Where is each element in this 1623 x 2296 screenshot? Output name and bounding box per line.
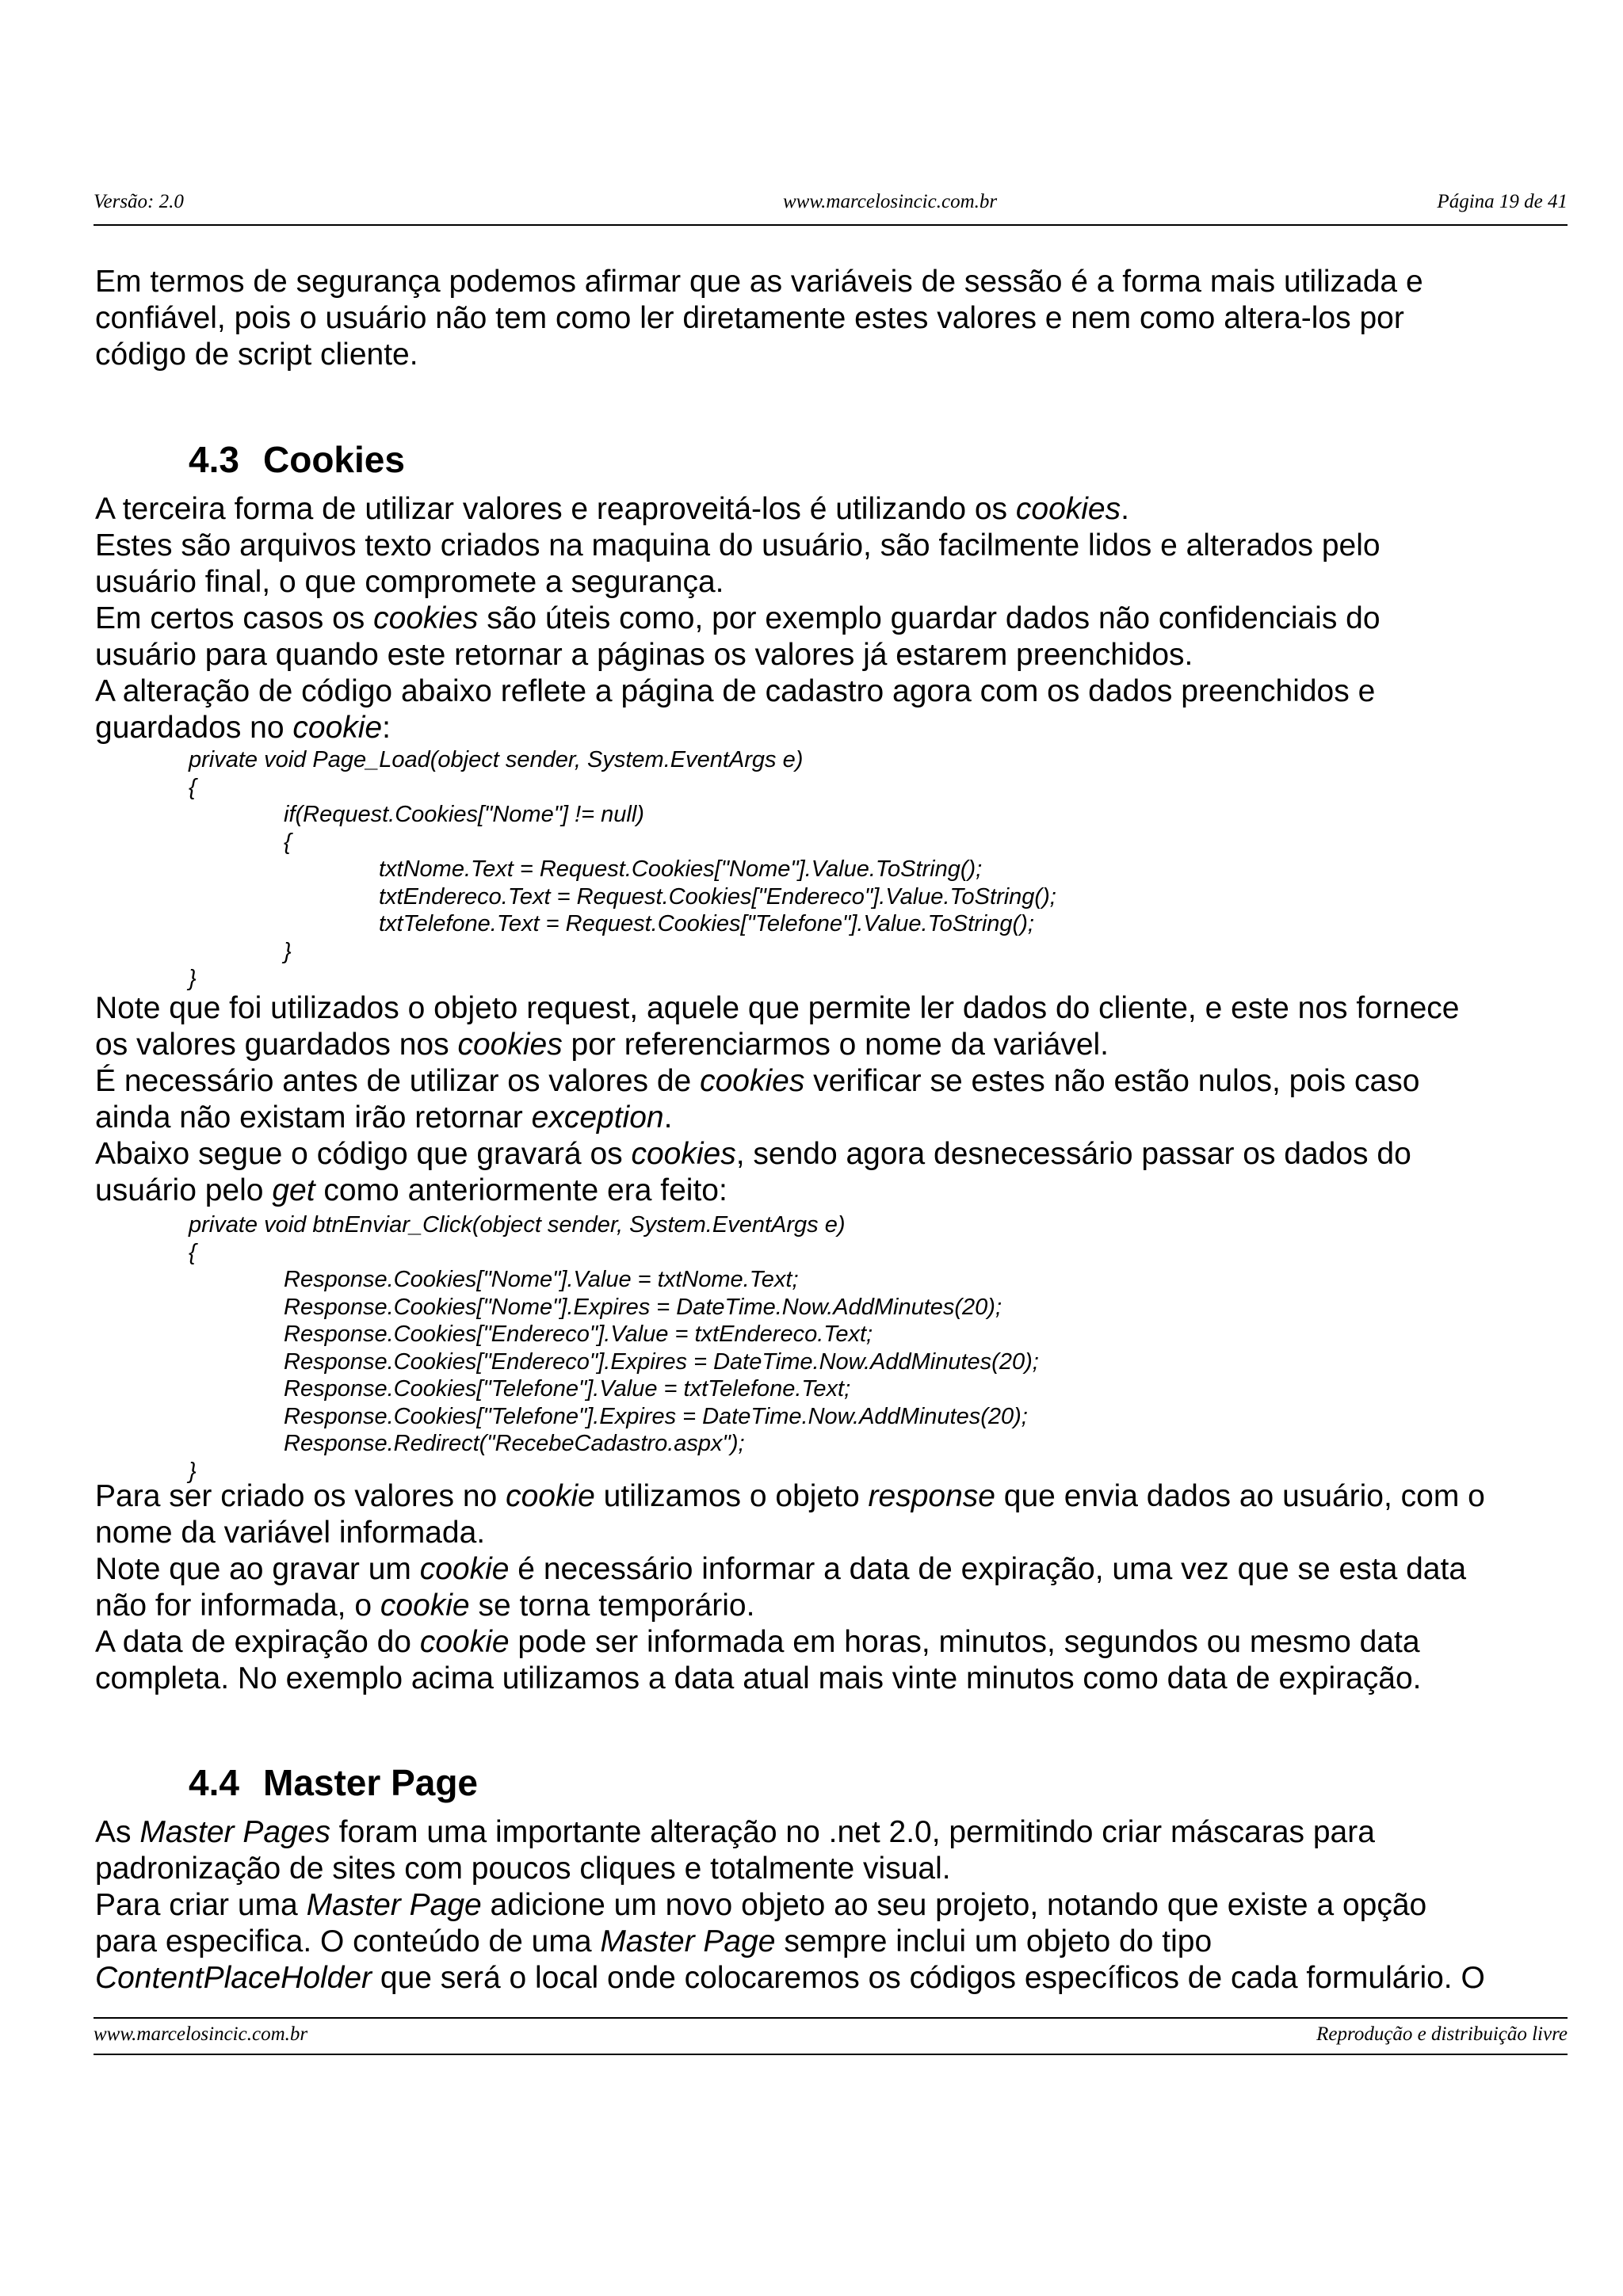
code-line: } <box>284 938 292 964</box>
text-line: Para ser criado os valores no cookie utilizamos o objeto response que envia dados ao usuário, com o <box>95 1479 1485 1513</box>
text-line: As Master Pages foram uma importante alteração no .net 2.0, permitindo criar máscaras para <box>95 1815 1375 1849</box>
text-line: Para criar uma Master Page adicione um novo objeto ao seu projeto, notando que existe a opção <box>95 1888 1427 1922</box>
code-line: if(Request.Cookies["Nome"] != null) <box>284 802 644 827</box>
section-title: Cookies <box>263 439 405 480</box>
code-line: txtEndereco.Text = Request.Cookies["Endereco"].Value.ToString(); <box>379 883 1056 910</box>
text-line: Estes são arquivos texto criados na maquina do usuário, são facilmente lidos e alterados pelo <box>95 528 1381 563</box>
code-line: Response.Redirect("RecebeCadastro.aspx"); <box>284 1431 745 1456</box>
section-title: Master Page <box>263 1762 479 1803</box>
page-footer <box>94 2023 1568 2052</box>
code-line: { <box>189 774 197 800</box>
code-block-page-load <box>189 746 1457 993</box>
code-line: private void btnEnviar_Click(object sender, System.EventArgs e) <box>189 1212 846 1238</box>
section-number: 4.3 <box>189 439 239 480</box>
footer-divider <box>94 2017 1568 2019</box>
text-line: É necessário antes de utilizar os valores de cookies verificar se estes não estão nulos, pois caso <box>95 1064 1420 1098</box>
intro-paragraph <box>95 264 1553 373</box>
code-line: } <box>189 966 197 991</box>
text-line: não for informada, o cookie se torna temporário. <box>95 1589 755 1623</box>
text-line: Em certos casos os cookies são úteis como, por exemplo guardar dados não confidenciais do <box>95 601 1381 635</box>
header-site: www.marcelosincic.com.br <box>783 191 998 212</box>
text-line: guardados no cookie: <box>95 711 391 745</box>
cookies-paragraphs <box>95 491 1553 746</box>
footer-bottom-divider <box>94 2054 1568 2055</box>
text-line: código de script cliente. <box>95 338 418 372</box>
header-version: Versão: 2.0 <box>94 191 184 212</box>
text-line: A terceira forma de utilizar valores e reaproveitá-los é utilizando os cookies. <box>95 492 1129 526</box>
section-number: 4.4 <box>189 1762 239 1803</box>
text-line: Em termos de segurança podemos afirmar que as variáveis de sessão é a forma mais utilizada e <box>95 265 1423 299</box>
text-line: ContentPlaceHolder que será o local onde colocaremos os códigos específicos de cada formulário. O <box>95 1961 1485 1995</box>
response-explanation <box>95 1478 1553 1697</box>
text-line: ainda não existam irão retornar exception. <box>95 1100 673 1135</box>
text-line: para especifica. O conteúdo de uma Master Page sempre inclui um objeto do tipo <box>95 1924 1212 1958</box>
text-line: Note que foi utilizados o objeto request, aquele que permite ler dados do cliente, e este nos fornece <box>95 991 1460 1025</box>
code-line: Response.Cookies["Endereco"].Expires = DateTime.Now.AddMinutes(20); <box>284 1348 1039 1375</box>
header-divider <box>94 224 1568 226</box>
code-line: Response.Cookies["Telefone"].Value = txtTelefone.Text; <box>284 1376 851 1402</box>
text-line: nome da variável informada. <box>95 1516 486 1550</box>
code-line: { <box>189 1239 197 1265</box>
code-line: Response.Cookies["Endereco"].Value = txtEndereco.Text; <box>284 1322 873 1347</box>
text-line: Abaixo segue o código que gravará os cookies, sendo agora desnecessário passar os dados do <box>95 1137 1411 1171</box>
text-line: usuário final, o que compromete a segurança. <box>95 565 724 599</box>
text-line: A alteração de código abaixo reflete a página de cadastro agora com os dados preenchidos e <box>95 674 1376 708</box>
section-heading-cookies <box>189 437 405 482</box>
footer-license: Reprodução e distribuição livre <box>1316 2023 1568 2045</box>
text-line: os valores guardados nos cookies por referenciarmos o nome da variável. <box>95 1028 1109 1062</box>
text-line: padronização de sites com poucos cliques e totalmente visual. <box>95 1852 951 1886</box>
text-line: usuário para quando este retornar a páginas os valores já estarem preenchidos. <box>95 638 1193 672</box>
page-header <box>94 191 1568 223</box>
code-line: { <box>284 829 292 855</box>
code-line: } <box>189 1458 197 1484</box>
text-line: confiável, pois o usuário não tem como ler diretamente estes valores e nem como altera-los por <box>95 301 1404 335</box>
text-line: Note que ao gravar um cookie é necessário informar a data de expiração, uma vez que se esta data <box>95 1552 1467 1586</box>
text-line: A data de expiração do cookie pode ser informada em horas, minutos, segundos ou mesmo data <box>95 1625 1420 1659</box>
code-line: Response.Cookies["Nome"].Value = txtNome.Text; <box>284 1267 799 1292</box>
text-line: completa. No exemplo acima utilizamos a data atual mais vinte minutos como data de expiração. <box>95 1661 1422 1695</box>
header-page-number: Página 19 de 41 <box>1437 191 1568 212</box>
code-line: private void Page_Load(object sender, System.EventArgs e) <box>189 747 804 772</box>
master-page-paragraphs <box>95 1814 1553 1997</box>
section-heading-master-page <box>189 1760 478 1805</box>
text-line: usuário pelo get como anteriormente era feito: <box>95 1173 727 1207</box>
footer-site: www.marcelosincic.com.br <box>94 2023 308 2045</box>
request-explanation <box>95 990 1553 1209</box>
code-line: txtNome.Text = Request.Cookies["Nome"].Value.ToString(); <box>379 856 983 882</box>
code-block-btn-enviar <box>189 1211 1457 1485</box>
code-line: txtTelefone.Text = Request.Cookies["Telefone"].Value.ToString(); <box>379 911 1034 936</box>
code-line: Response.Cookies["Telefone"].Expires = DateTime.Now.AddMinutes(20); <box>284 1403 1028 1429</box>
code-line: Response.Cookies["Nome"].Expires = DateTime.Now.AddMinutes(20); <box>284 1294 1002 1320</box>
